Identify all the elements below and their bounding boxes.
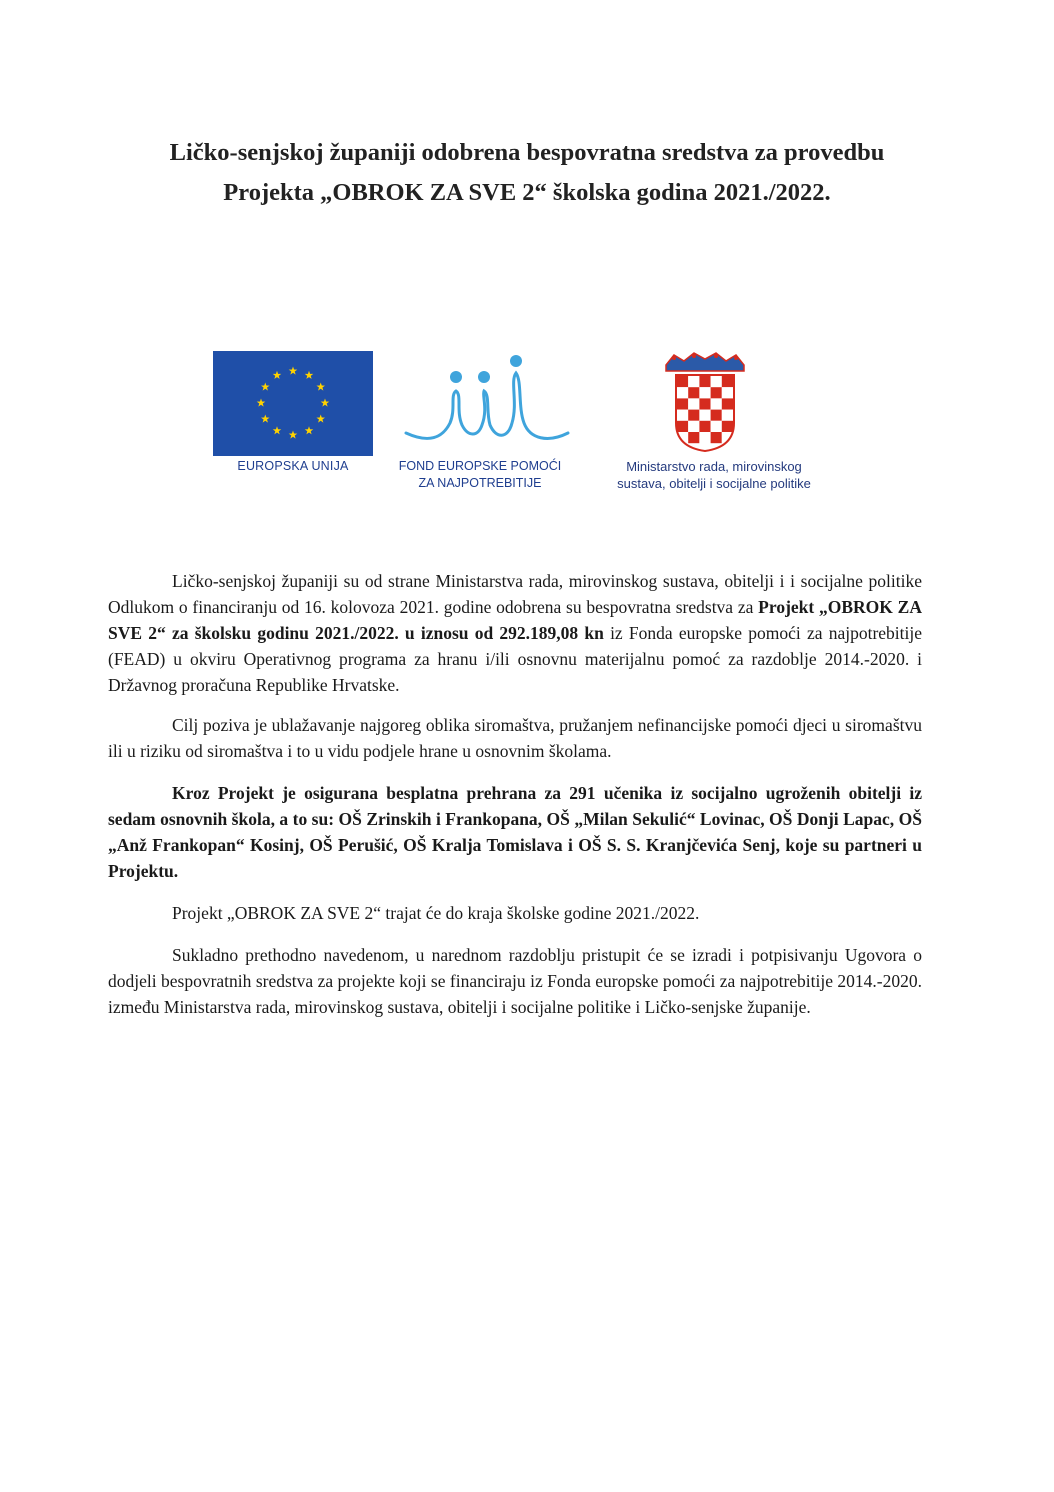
eu-flag-icon bbox=[213, 351, 373, 456]
checker-square bbox=[711, 387, 722, 398]
title-line-1: Ličko-senjskoj županiji odobrena bespovratna sredstva za provedbu bbox=[169, 139, 885, 166]
checker-square bbox=[699, 376, 710, 387]
checker-square bbox=[722, 398, 733, 409]
paragraph-goal: Cilj poziva je ublažavanje najgoreg oblika siromaštva, pružanjem nefinancijske pomoći djeci u siromaštvu ili u riziku od siromaštva i to u vidu podjele hrane u osnovnim školama. bbox=[108, 715, 922, 761]
checker-square bbox=[699, 410, 710, 421]
fead-caption-line-2: ZA NAJPOTREBITIJE bbox=[418, 476, 542, 490]
checker-square bbox=[688, 387, 699, 398]
paragraph-funding bbox=[108, 568, 922, 698]
paragraph-funding-highlight: Projekt „OBROK ZA SVE 2“ za školsku godinu 2021./2022. u iznosu od 292.189,08 kn bbox=[108, 597, 922, 643]
paragraph-schools-text: Kroz Projekt je osigurana besplatna prehrana za 291 učenika iz socijalno ugroženih obitelji iz sedam osnovnih škola, a to su: OŠ Zrinskih i Frankopana, OŠ „Milan Sekulić“ Lovinac, OŠ Donji Lapac, OŠ „Anž Frankopan“ Kosinj, OŠ Perušić, OŠ Kralja Tomislava i OŠ S. S. Kranjčevića Senj, koje su partneri u Projektu. bbox=[108, 783, 922, 881]
checker-square bbox=[677, 387, 688, 398]
checker-square bbox=[711, 432, 722, 443]
checker-square bbox=[688, 410, 699, 421]
checker-square bbox=[711, 398, 722, 409]
ministry-caption-line-2: sustava, obitelji i socijalne politike bbox=[617, 476, 811, 491]
checker-square bbox=[722, 421, 733, 432]
checker-square bbox=[711, 421, 722, 432]
checker-square bbox=[711, 410, 722, 421]
ministry-caption bbox=[590, 458, 838, 492]
checker-square bbox=[722, 410, 733, 421]
eu-caption: EUROPSKA UNIJA bbox=[237, 459, 349, 473]
checker-square bbox=[677, 421, 688, 432]
checker-square bbox=[688, 398, 699, 409]
checker-square bbox=[677, 376, 688, 387]
fead-logo-icon bbox=[398, 351, 578, 451]
paragraph-schools bbox=[108, 780, 922, 884]
checker-square bbox=[711, 376, 722, 387]
paragraph-next-steps: Sukladno prethodno navedenom, u narednom razdoblju pristupit će se izradi i potpisivanju Ugovora o dodjeli bespovratnih sredstva za projekte koji se financiraju iz Fonda europske pomoći za najpotrebitije 2014.-2020. između Ministarstva rada, mirovinskog sustava, obitelji i socijalne politike i Ličko-senjske županije. bbox=[108, 945, 922, 1017]
title-line-2: Projekta „OBROK ZA SVE 2“ školska godina 2021./2022. bbox=[223, 179, 831, 206]
checker-square bbox=[722, 376, 733, 387]
logo-strip bbox=[0, 345, 1054, 505]
fead-caption bbox=[380, 458, 580, 492]
paragraph-duration: Projekt „OBROK ZA SVE 2“ trajat će do kraja školske godine 2021./2022. bbox=[172, 903, 700, 923]
checker-square bbox=[699, 432, 710, 443]
fead-caption-line-1: FOND EUROPSKE POMOĆI bbox=[398, 459, 562, 473]
document-body bbox=[108, 568, 922, 1036]
document-title bbox=[60, 133, 994, 213]
croatian-coat-of-arms-icon bbox=[662, 351, 748, 453]
checker-square bbox=[677, 410, 688, 421]
checker-square bbox=[699, 387, 710, 398]
checker-square bbox=[722, 387, 733, 398]
paragraph-funding-intro: Ličko-senjskoj županiji su od strane Ministarstva rada, mirovinskog sustava, obitelji i i socijalne politike Odlukom o financiranju od 16. kolovoza 2021. godine odobrena su bespovratna sredstva za bbox=[108, 571, 922, 617]
checker-square bbox=[688, 432, 699, 443]
checker-square bbox=[688, 421, 699, 432]
checker-square bbox=[699, 421, 710, 432]
ministry-caption-line-1: Ministarstvo rada, mirovinskog bbox=[626, 459, 802, 474]
paragraph-funding-rest: iz Fonda europske pomoći za najpotrebitije (FEAD) u okviru Operativnog programa za hranu i/ili osnovnu materijalnu pomoć za razdoblje 2014.-2020. i Državnog proračuna Republike Hrvatske. bbox=[108, 623, 922, 695]
checker-square bbox=[688, 376, 699, 387]
checker-square bbox=[699, 398, 710, 409]
checker-square bbox=[677, 398, 688, 409]
